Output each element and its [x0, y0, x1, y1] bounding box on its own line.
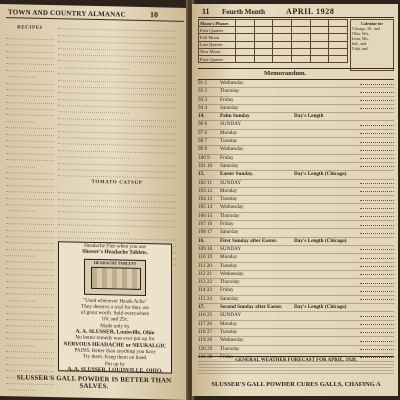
day-name: Monday [220, 320, 238, 327]
leader-dots [360, 258, 394, 259]
weather-forecast-text [198, 364, 394, 376]
leader-dots [360, 166, 394, 167]
day-row [198, 312, 394, 320]
month-title: APRIL 1928 [286, 7, 335, 16]
moon-phase-label: New Moon [199, 48, 236, 55]
day-number: 100 9 [198, 154, 210, 161]
day-number: 103 12 [198, 187, 213, 194]
day-name: Saturday [220, 295, 239, 302]
day-name: Friday [220, 96, 234, 103]
right-page-footer: SLUSSER'S GALL POWDER CURES GALLS, CHAFING A [211, 381, 381, 388]
moon-phase-row [199, 41, 348, 48]
moon-phase-cell [291, 20, 310, 27]
moon-phase-cell [291, 41, 310, 48]
day-row [198, 254, 394, 262]
moon-phase-cell [310, 27, 329, 34]
day-number: 102 11 [198, 179, 213, 186]
leader-dots [360, 274, 394, 275]
leader-dots [360, 283, 394, 284]
day-name: Thursday [220, 88, 240, 95]
ad-line: They deserve a trial for they are [81, 303, 149, 312]
day-number: 117 26 [198, 320, 213, 327]
day-row [198, 329, 394, 337]
moon-phase-cell [236, 34, 255, 41]
leader-dots [360, 216, 394, 217]
day-number: 118 27 [198, 328, 213, 335]
calendar-box [350, 19, 394, 71]
day-number: 112 21 [198, 270, 213, 277]
moon-phase-cell [310, 34, 329, 41]
moon-phase-cell [329, 20, 348, 27]
leader-dots [360, 349, 394, 350]
ad-maker: A. A. SLUSSER, Louisville, Ohio [75, 328, 155, 337]
ad-line: 10c and 25c. [101, 316, 129, 324]
day-name: Second Sunday after Easter. [220, 304, 283, 311]
day-name: Wednesday [220, 80, 244, 86]
left-page-header: TOWN AND COUNTRY ALMANAC [8, 8, 126, 19]
day-name: Friday [220, 287, 234, 294]
leader-dots [360, 208, 394, 209]
leader-dots [360, 200, 394, 201]
day-row [198, 321, 394, 329]
leader-dots [360, 158, 394, 159]
leader-dots [360, 249, 394, 250]
ad-maker-2: A. A. SLUSSER, LOUISVILLE, OHIO. [67, 366, 163, 375]
moon-phase-cell [236, 48, 255, 55]
day-row [198, 146, 394, 154]
day-name: Palm Sunday [220, 113, 250, 120]
month-label: Fourth Month [222, 8, 265, 16]
day-number: 116 25 [198, 312, 213, 319]
left-page [0, 4, 188, 400]
day-number: 92 2 [198, 88, 208, 95]
moon-phase-row [199, 55, 348, 62]
leader-dots [360, 150, 394, 151]
week-heading-row [198, 304, 394, 312]
day-row [198, 263, 394, 271]
day-number: 106 15 [198, 212, 213, 219]
day-name: First Sunday after Easter. [220, 237, 278, 244]
day-name: Monday [220, 254, 238, 261]
day-name: Friday [220, 353, 234, 360]
moon-phase-row [199, 20, 348, 27]
day-name: Wednesday [220, 204, 244, 211]
leader-dots [360, 332, 394, 333]
leader-dots [360, 233, 394, 234]
day-name: Thursday [220, 212, 240, 219]
day-number: 16. [198, 237, 205, 244]
day-number: 104 13 [198, 196, 213, 203]
day-row [198, 287, 394, 295]
day-length-label: Day's Length (Chicago) [294, 171, 347, 178]
day-name: Wednesday [220, 337, 244, 344]
day-number: 96 6 [198, 121, 208, 128]
section-heading: TOMATO CATSUP [91, 180, 143, 187]
calendar-box-line: Utah, and [352, 46, 368, 51]
day-row [198, 246, 394, 254]
leader-dots [360, 133, 394, 134]
memorandum-bar [198, 68, 394, 80]
day-row [198, 229, 394, 237]
day-number: 101 10 [198, 162, 213, 169]
moon-phase-cell [329, 34, 348, 41]
leader-dots [360, 291, 394, 292]
leader-dots [360, 191, 394, 192]
moon-phase-cell [254, 41, 273, 48]
day-name: Wednesday [220, 146, 244, 153]
recipes-heading: RECIPES [17, 25, 43, 31]
day-row [198, 204, 394, 212]
leader-dots [360, 92, 394, 93]
day-row [198, 337, 394, 345]
left-page-number: 10 [150, 10, 158, 20]
moon-phase-cell [329, 41, 348, 48]
ad-line: Slusser's Headache Tablets. [82, 248, 148, 257]
week-heading-row [198, 113, 394, 121]
day-number: 17. [198, 304, 205, 311]
day-length-label: Day's Length [294, 113, 324, 120]
moon-phase-row [199, 48, 348, 55]
leader-dots [360, 225, 394, 226]
day-name: Monday [220, 129, 238, 136]
day-name: Tuesday [220, 262, 238, 269]
memorandum-label: Memorandum. [264, 70, 307, 77]
day-number: 121 30 [198, 353, 213, 360]
tablet-box-illustration [84, 259, 146, 296]
moon-phase-cell [273, 55, 292, 62]
leader-dots [360, 142, 394, 143]
day-number: 91 1 [198, 80, 208, 86]
calendar-box-line: Iowa, Mo., [352, 36, 370, 41]
moon-phase-cell [291, 48, 310, 55]
right-page-number: 11 [202, 7, 210, 16]
leader-dots [360, 125, 394, 126]
day-name: SUNDAY [220, 121, 242, 128]
day-number: 107 16 [198, 221, 213, 228]
moon-phase-cell [254, 48, 273, 55]
day-number: 99 8 [198, 146, 208, 153]
day-row [198, 213, 394, 221]
moon-phase-label: Moon's Phases [199, 20, 236, 27]
calendar-box-line: Chicago, Ill., and [352, 26, 380, 31]
calendar-box-line: Ind., and [352, 41, 367, 46]
day-name: Thursday [220, 345, 240, 352]
day-row [198, 88, 394, 96]
day-row [198, 80, 394, 88]
moon-phase-cell [273, 48, 292, 55]
moon-phase-label: Full Moon [199, 34, 236, 41]
week-heading-row [198, 238, 394, 246]
leader-dots [360, 316, 394, 317]
ad-line: PAINS. Better than anything you have [74, 347, 156, 356]
day-list [198, 80, 394, 362]
day-row [198, 279, 394, 287]
day-name: Saturday [220, 104, 239, 111]
moon-phase-cell [329, 48, 348, 55]
ad-line: Put up by [104, 360, 126, 368]
day-number: 110 19 [198, 254, 213, 261]
day-name: Easter Sunday. [220, 171, 254, 178]
day-name: Friday [220, 154, 234, 161]
moon-phase-cell [236, 55, 255, 62]
moon-phase-cell [236, 41, 255, 48]
day-name: SUNDAY [220, 245, 242, 252]
day-number: 119 28 [198, 337, 213, 344]
ad-line: No better remedy was ever put up for [75, 334, 155, 343]
day-row [198, 105, 394, 113]
moon-phase-cell [291, 34, 310, 41]
recipe-text-block [6, 33, 54, 400]
weather-forecast-title: GENERAL WEATHER FORECAST FOR APRIL, 1928. [198, 356, 394, 363]
moon-phase-cell [254, 55, 273, 62]
day-row [198, 155, 394, 163]
moon-phase-label: Last Quarter [199, 41, 236, 48]
moon-phase-cell [291, 55, 310, 62]
day-number: 108 17 [198, 229, 213, 236]
leader-dots [360, 266, 394, 267]
day-number: 115 24 [198, 295, 213, 302]
tablet-box-image [91, 267, 141, 290]
day-name: Saturday [220, 162, 239, 169]
text-line [58, 170, 176, 179]
day-row [198, 180, 394, 188]
article-text-block-top [58, 23, 176, 179]
day-row [198, 130, 394, 138]
moon-phase-row [199, 34, 348, 41]
moon-phase-cell [236, 27, 255, 34]
day-number: 109 18 [198, 245, 213, 252]
moon-phase-cell [329, 55, 348, 62]
moon-phase-cell [273, 27, 292, 34]
day-number: 98 7 [198, 138, 208, 145]
left-page-footer: SLUSSER'S GALL POWDER IS BETTER THAN SALVES. [16, 374, 172, 391]
leader-dots [360, 341, 394, 342]
day-row [198, 221, 394, 229]
moon-phase-cell [236, 20, 255, 27]
moon-phase-cell [254, 20, 273, 27]
day-row [198, 97, 394, 105]
leader-dots [360, 84, 394, 85]
moon-phase-cell [254, 27, 273, 34]
moon-phase-cell [310, 55, 329, 62]
day-number: 105 14 [198, 204, 213, 211]
day-length-label: Day's Length (Chicago) [294, 237, 347, 244]
day-row [198, 121, 394, 129]
day-row [198, 138, 394, 146]
ad-quote: "Used whenever Heads Ache" [83, 297, 147, 305]
day-name: Friday [220, 221, 234, 228]
leader-dots [360, 183, 394, 184]
moon-phase-cell [254, 34, 273, 41]
day-name: Saturday [220, 229, 239, 236]
moon-phase-label: First Quarter [199, 55, 236, 62]
recipes-column [6, 22, 54, 400]
day-number: 113 22 [198, 279, 213, 286]
moon-phases-table [198, 19, 348, 63]
text-line [6, 397, 54, 400]
day-number: 15. [198, 171, 205, 178]
day-name: Tuesday [220, 196, 238, 203]
day-row [198, 196, 394, 204]
ad-line: Try them. Keep them on hand. [82, 354, 148, 362]
day-number: 111 20 [198, 262, 212, 269]
day-number: 114 23 [198, 287, 213, 294]
day-name: SUNDAY [220, 312, 242, 319]
moon-phase-cell [291, 27, 310, 34]
right-page [192, 4, 398, 396]
day-row [198, 188, 394, 196]
moon-phase-row [199, 27, 348, 34]
moon-phase-cell [310, 48, 329, 55]
moon-phase-cell [329, 27, 348, 34]
leader-dots [360, 324, 394, 325]
day-row [198, 271, 394, 279]
day-number: 14. [198, 113, 205, 120]
day-row [198, 346, 394, 354]
day-number: 97 6 [198, 129, 208, 136]
leader-dots [360, 100, 394, 101]
ad-line: Headache Flee when you use [84, 242, 146, 251]
day-row [198, 296, 394, 304]
ad-line: Made only by [100, 322, 130, 330]
moon-phase-cell [273, 34, 292, 41]
day-name: Wednesday [220, 270, 244, 277]
day-number: 93 3 [198, 96, 208, 103]
calendar-box-line: Ohio, Wis., [352, 31, 371, 36]
calendar-box-label: Calendar for [360, 21, 384, 26]
tablet-box-label: HEADACHE TABLETS [93, 259, 137, 266]
moon-phase-cell [310, 41, 329, 48]
header-rule [198, 17, 394, 18]
day-number: 120 29 [198, 345, 213, 352]
ad-line: NERVOUS HEADACHE or NEURALGIC [63, 340, 167, 350]
day-name: Thursday [220, 279, 240, 286]
day-name: Tuesday [220, 328, 238, 335]
leader-dots [360, 299, 394, 300]
day-name: Monday [220, 187, 238, 194]
ad-line: of great worth. Sold everywhere [80, 309, 150, 318]
moon-phase-cell [273, 20, 292, 27]
day-number: 94 4 [198, 104, 208, 111]
day-name: SUNDAY [220, 179, 242, 186]
leader-dots [360, 108, 394, 109]
moon-phase-label: First Quarter [199, 27, 236, 34]
day-name: Tuesday [220, 138, 238, 145]
article-column [58, 23, 176, 266]
day-length-label: Day's Length (Chicago) [294, 304, 347, 311]
headache-tablets-ad [58, 241, 172, 373]
week-heading-row [198, 171, 394, 179]
moon-phase-cell [310, 20, 329, 27]
moon-phase-cell [273, 41, 292, 48]
